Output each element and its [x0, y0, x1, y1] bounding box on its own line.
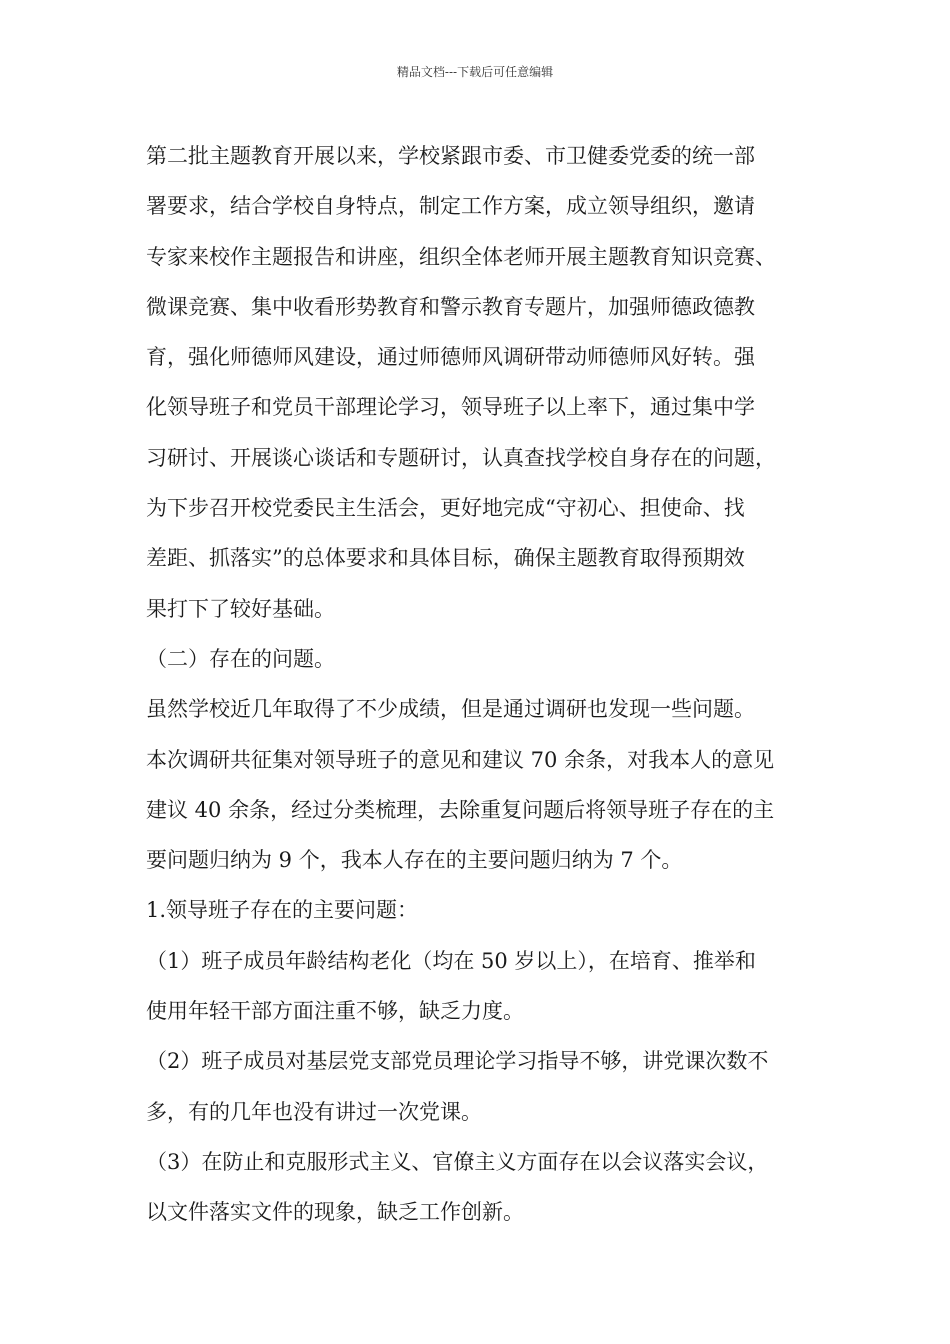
text-line: 本次调研共征集对领导班子的意见和建议 70 余条，对我本人的意见 [146, 747, 775, 772]
text-line: 专家来校作主题报告和讲座，组织全体老师开展主题教育知识竞赛、 [146, 244, 776, 269]
text-line: 虽然学校近几年取得了不少成绩，但是通过调研也发现一些问题。 [146, 697, 755, 722]
subsection-heading: 1.领导班子存在的主要问题： [146, 898, 419, 923]
text-line: 差距、抓落实”的总体要求和具体目标，确保主题教育取得预期效 [146, 546, 745, 571]
text-line: 第二批主题教育开展以来，学校紧跟市委、市卫健委党委的统一部 [146, 144, 755, 168]
text-line: 化领导班子和党员干部理论学习，领导班子以上率下，通过集中学 [146, 395, 755, 420]
text-line: 建议 40 余条，经过分类梳理，去除重复问题后将领导班子存在的主 [146, 797, 775, 822]
text-line: 习研讨、开展谈心谈话和专题研讨，认真查找学校自身存在的问题， [146, 445, 776, 470]
text-line: （3）在防止和克服形式主义、官僚主义方面存在以会议落实会议， [146, 1149, 769, 1174]
text-line: 微课竞赛、集中收看形势教育和警示教育专题片，加强师德政德教 [146, 294, 755, 319]
page-header: 精品文档---下载后可任意编辑 [396, 65, 554, 79]
text-line: 以文件落实文件的现象，缺乏工作创新。 [146, 1200, 524, 1225]
text-line: （2）班子成员对基层党支部党员理论学习指导不够，讲党课次数不 [146, 1049, 769, 1074]
text-line: 署要求，结合学校自身特点，制定工作方案，成立领导组织，邀请 [146, 194, 755, 219]
text-line: （1）班子成员年龄结构老化（均在 50 岁以上），在培育、推举和 [146, 948, 756, 973]
document-body [146, 131, 816, 1238]
section-heading: （二）存在的问题。 [146, 646, 335, 671]
text-line: 为下步召开校党委民主生活会，更好地完成“守初心、担使命、找 [146, 496, 745, 521]
text-line: 多，有的几年也没有讲过一次党课。 [146, 1099, 482, 1124]
text-line: 使用年轻干部方面注重不够，缺乏力度。 [146, 999, 524, 1024]
text-line: 果打下了较好基础。 [146, 596, 335, 621]
text-line: 要问题归纳为 9 个，我本人存在的主要问题归纳为 7 个。 [146, 848, 683, 873]
text-line: 育，强化师德师风建设，通过师德师风调研带动师德师风好转。强 [146, 345, 755, 370]
